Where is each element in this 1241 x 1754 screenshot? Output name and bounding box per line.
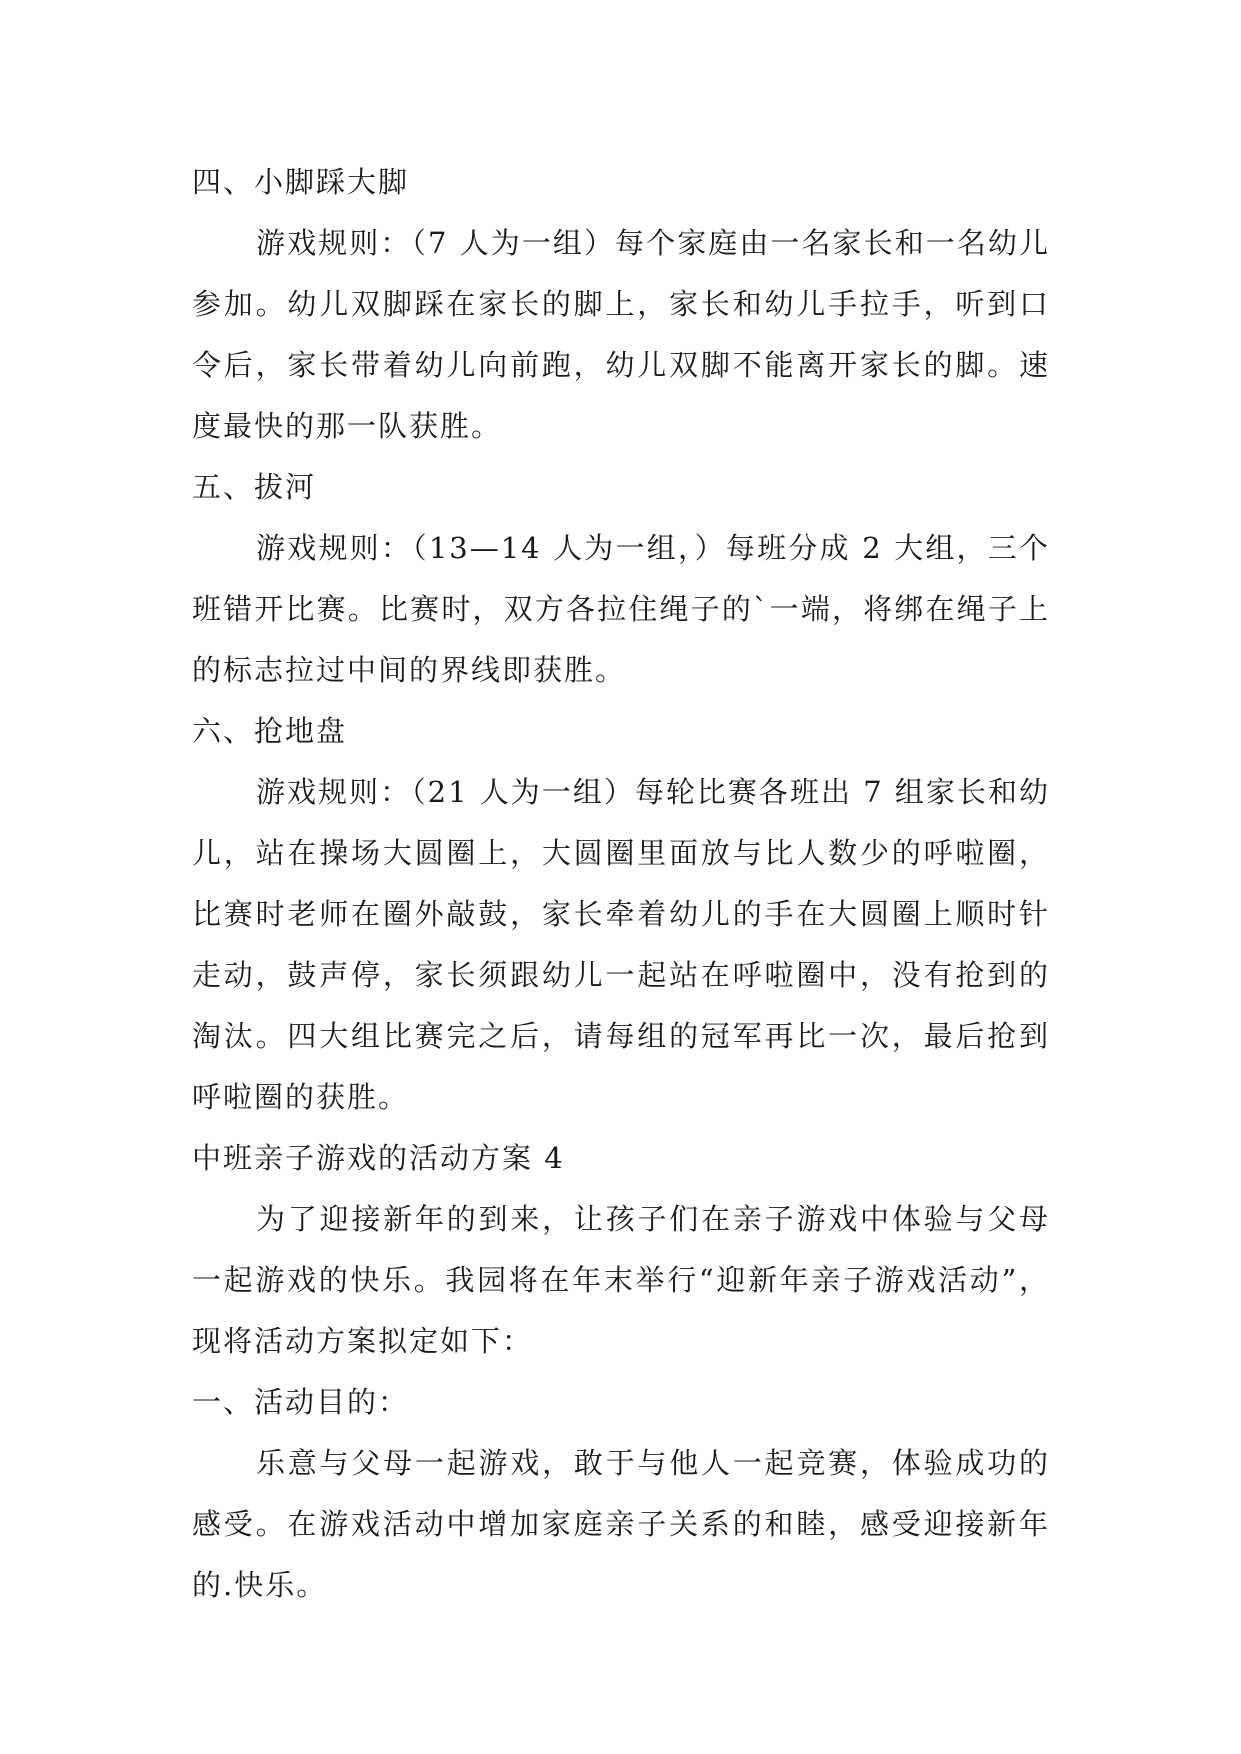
section-heading-6: 六、抢地盘 — [192, 714, 348, 748]
document-body — [192, 152, 1050, 1616]
section-heading-4: 四、小脚踩大脚 — [192, 165, 410, 199]
body-paragraph-rules-6: 游戏规则：（21 人为一组）每轮比赛各班出 7 组家长和幼儿，站在操场大圆圈上，大圆圈里面放与比人数少的呼啦圈，比赛时老师在圈外敲鼓，家长牵着幼儿的手在大圆圈上顺时针走动，鼓声停，家长须跟幼儿一起站在呼啦圈中，没有抢到的淘汰。四大组比赛完之后，请每组的冠军再比一次，最后抢到呼啦圈的获胜。 — [192, 775, 1050, 1114]
body-paragraph-rules-4: 游戏规则：（7 人为一组）每个家庭由一名家长和一名幼儿参加。幼儿双脚踩在家长的脚上，家长和幼儿手拉手，听到口令后，家长带着幼儿向前跑，幼儿双脚不能离开家长的脚。速度最快的那一队获胜。 — [192, 226, 1050, 443]
body-paragraph-goal: 乐意与父母一起游戏，敢于与他人一起竞赛，体验成功的感受。在游戏活动中增加家庭亲子关系的和睦，感受迎接新年的.快乐。 — [192, 1446, 1050, 1602]
section-heading-goal: 一、活动目的： — [192, 1385, 410, 1419]
body-paragraph-intro: 为了迎接新年的到来，让孩子们在亲子游戏中体验与父母一起游戏的快乐。我园将在年末举行“迎新年亲子游戏活动”，现将活动方案拟定如下： — [192, 1202, 1050, 1358]
section-heading-5: 五、拔河 — [192, 470, 317, 504]
document-section-title: 中班亲子游戏的活动方案 4 — [192, 1141, 565, 1175]
body-paragraph-rules-5: 游戏规则：（13—14 人为一组，）每班分成 2 大组，三个班错开比赛。比赛时，双方各拉住绳子的`一端，将绑在绳子上的标志拉过中间的界线即获胜。 — [192, 531, 1050, 687]
